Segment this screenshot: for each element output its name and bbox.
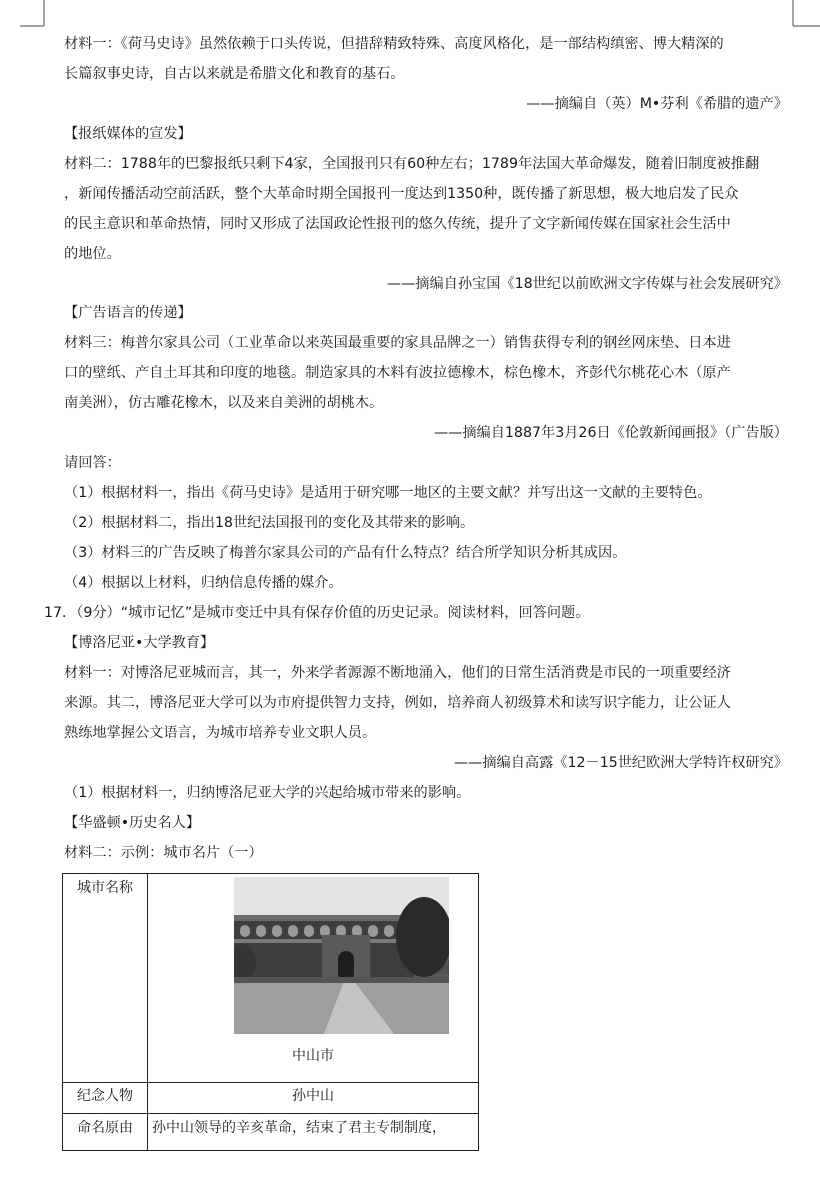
material3-source: ——摘编自1887年3月26日《伦敦新闻画报》（广告版） <box>433 425 788 441</box>
q17-material1-line1: 材料一：对博洛尼亚城而言，其一，外来学者源源不断地涌入，他们的日常生活消费是市民的一项重要经济 <box>64 665 731 681</box>
city-name-label: 城市名称 <box>63 874 148 1083</box>
section-heading-bologna: 【博洛尼亚•大学教育】 <box>64 635 215 651</box>
q17-material2-intro: 材料二：示例：城市名片（一） <box>64 845 263 861</box>
city-photo-cell <box>148 874 479 1083</box>
person-label: 纪念人物 <box>63 1083 148 1114</box>
question-2: （2）根据材料二，指出18世纪法国报刊的变化及其带来的影响。 <box>64 515 475 531</box>
crop-mark-top-right <box>788 0 820 30</box>
naming-reason-label: 命名原由 <box>63 1114 148 1151</box>
section-heading-ad: 【广告语言的传递】 <box>64 305 192 321</box>
question-4: （4）根据以上材料，归纳信息传播的媒介。 <box>64 575 343 591</box>
answer-prompt: 请回答： <box>64 455 121 471</box>
city-name-value: 中山市 <box>292 1048 334 1064</box>
q17-material1-source: ——摘编自高露《12－15世纪欧洲大学特许权研究》 <box>453 755 788 771</box>
q17-material1-line2: 来源。其二，博洛尼亚大学可以为市府提供智力支持，例如，培养商人初级算术和读写识字能力，让公证人 <box>64 695 731 711</box>
material3-line2: 口的壁纸、产自土耳其和印度的地毯。制造家具的木料有波拉德橡木，棕色橡木，齐彭代尔桃花心木（原产 <box>64 365 731 381</box>
material1-line1: 材料一：《荷马史诗》虽然依赖于口头传说，但措辞精致特殊、高度风格化，是一部结构缜密、博大精深的 <box>64 36 724 52</box>
material2-line1: 材料二：1788年的巴黎报纸只剩下4家，全国报刊只有60种左右；1789年法国大革命爆发，随着旧制度被推翻 <box>64 156 760 172</box>
section-heading-washington: 【华盛顿•历史名人】 <box>64 815 201 831</box>
question-3: （3）材料三的广告反映了梅普尔家具公司的产品有什么特点？结合所学知识分析其成因。 <box>64 545 627 561</box>
material1-source: ——摘编自（英）M•芬利《希腊的遗产》 <box>526 96 788 112</box>
q17-question-1: （1）根据材料一，归纳博洛尼亚大学的兴起给城市带来的影响。 <box>64 785 471 801</box>
q17-material1-line3: 熟练地掌握公文语言，为城市培养专业文职人员。 <box>64 725 377 741</box>
material2-source: ——摘编自孙宝国《18世纪以前欧洲文字传媒与社会发展研究》 <box>386 276 788 292</box>
material3-line1: 材料三：梅普尔家具公司（工业革命以来英国最重要的家具品牌之一）销售获得专利的钢丝网床垫、日本进 <box>64 335 731 351</box>
question-1: （1）根据材料一，指出《荷马史诗》是适用于研究哪一地区的主要文献？并写出这一文献的主要特色。 <box>64 485 712 501</box>
city-card-table <box>62 873 479 1151</box>
material3-line3: 南美洲），仿古雕花橡木，以及来自美洲的胡桃木。 <box>64 395 384 411</box>
historic-building-photo <box>234 877 449 1034</box>
material2-line4: 的地位。 <box>64 246 121 262</box>
crop-mark-top-left <box>20 0 50 30</box>
material2-line3: 的民主意识和革命热情，同时又形成了法国政论性报刊的悠久传统，提升了文字新闻传媒在国家社会生活中 <box>64 216 731 232</box>
q17-title: 17．（9分）“城市记忆”是城市变迁中具有保存价值的历史记录。阅读材料，回答问题。 <box>44 605 590 621</box>
material1-line2: 长篇叙事史诗，自古以来就是希腊文化和教育的基石。 <box>64 66 405 82</box>
person-value: 孙中山 <box>148 1083 479 1114</box>
section-heading-newspaper: 【报纸媒体的宣发】 <box>64 126 192 142</box>
material2-line2: ，新闻传播活动空前活跃，整个大革命时期全国报刊一度达到1350种，既传播了新思想，极大地启发了民众 <box>64 186 739 202</box>
naming-reason-value: 孙中山领导的辛亥革命，结束了君主专制制度， <box>148 1114 479 1151</box>
